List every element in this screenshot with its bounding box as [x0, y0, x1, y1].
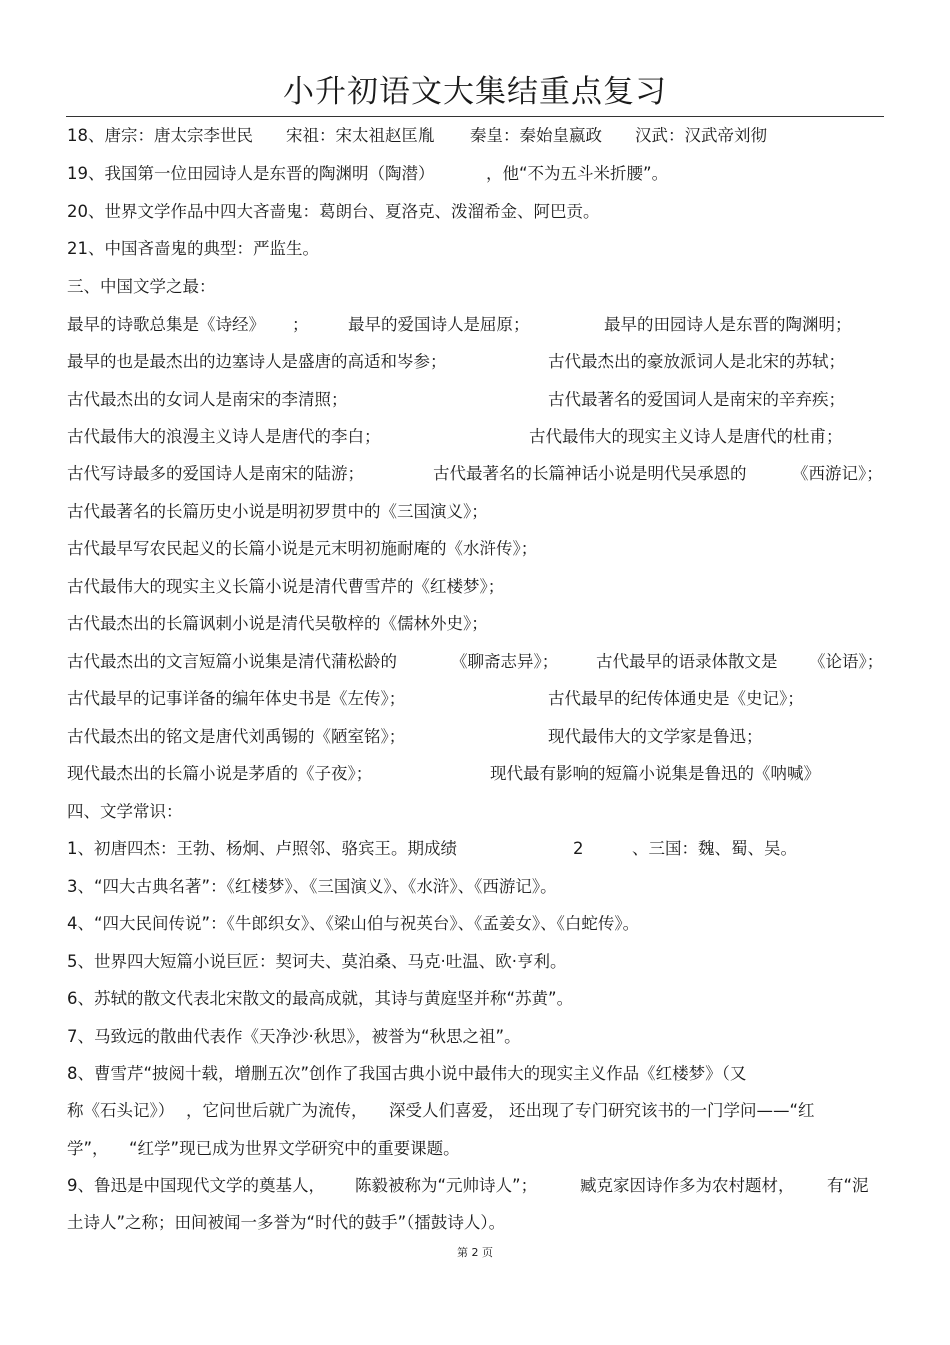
line-seg: 学”， [67, 1139, 109, 1158]
line-seg: 9、鲁迅是中国现代文学的奠基人， [67, 1176, 325, 1195]
text-line-most-7: 古代最早写农民起义的长篇小说是元末明初施耐庵的《水浒传》； [67, 539, 538, 558]
line-seg: 《聊斋志异》； [451, 652, 559, 671]
line-seg: 古代最伟大的现实主义诗人是唐代的杜甫； [529, 427, 843, 446]
line-seg: 最早的也是最杰出的边塞诗人是盛唐的高适和岑参； [67, 352, 447, 371]
section-heading-4: 四、文学常识： [67, 802, 183, 821]
line-seg: 19、我国第一位田园诗人是东晋的陶渊明（陶潜） [67, 164, 435, 183]
page-title: 小升初语文大集结重点复习 [283, 74, 667, 110]
line-seg: 汉武：汉武帝刘彻 [635, 126, 767, 145]
line-seg: 古代写诗最多的爱国诗人是南宋的陆游； [67, 464, 364, 483]
text-line-k5: 5、世界四大短篇小说巨匠：契诃夫、莫泊桑、马克·吐温、欧·亨利。 [67, 952, 567, 971]
line-seg: 1、初唐四杰：王勃、杨炯、卢照邻、骆宾王。期成绩 [67, 839, 457, 858]
line-seg: 陈毅被称为“元帅诗人”； [355, 1176, 538, 1195]
line-seg: 称《石头记》） [67, 1101, 175, 1120]
page-number: 第 2 页 [457, 1246, 493, 1259]
line-seg: 18、唐宗：唐太宗李世民 [67, 126, 253, 145]
line-seg: 古代最早的记事详备的编年体史书是《左传》； [67, 689, 406, 708]
line-seg: ，他“不为五斗米折腰”。 [486, 164, 669, 183]
text-line-most-8: 古代最伟大的现实主义长篇小说是清代曹雪芹的《红楼梦》； [67, 577, 505, 596]
title-underline [66, 116, 884, 117]
line-seg: 宋祖：宋太祖赵匡胤 [286, 126, 435, 145]
line-seg: 古代最杰出的铭文是唐代刘禹锡的《陋室铭》； [67, 727, 406, 746]
line-seg: ； [292, 315, 309, 334]
line-seg: 现代最有影响的短篇小说集是鲁迅的《呐喊》 [490, 764, 820, 783]
line-seg: 还出现了专门研究该书的一门学问——“红 [509, 1101, 815, 1120]
line-seg: 有“泥 [827, 1176, 869, 1195]
line-seg: 2 [573, 839, 584, 858]
line-seg: 臧克家因诗作多为农村题材， [580, 1176, 795, 1195]
text-line-21: 21、中国吝啬鬼的典型：严监生。 [67, 239, 319, 258]
line-seg: 现代最伟大的文学家是鲁迅； [548, 727, 763, 746]
text-line-k8: 8、曹雪芹“披阅十载，增删五次”创作了我国古典小说中最伟大的现实主义作品《红楼梦》（又 [67, 1064, 747, 1083]
text-line-most-6: 古代最著名的长篇历史小说是明初罗贯中的《三国演义》； [67, 502, 488, 521]
line-seg: 现代最杰出的长篇小说是茅盾的《子夜》； [67, 764, 373, 783]
line-seg: 、三国：魏、蜀、吴。 [632, 839, 797, 858]
line-seg: 古代最早的纪传体通史是《史记》； [548, 689, 804, 708]
line-seg: 最早的诗歌总集是《诗经》 [67, 315, 265, 334]
line-seg: 古代最伟大的浪漫主义诗人是唐代的李白； [67, 427, 381, 446]
line-seg: 古代最著名的爱国词人是南宋的辛弃疾； [548, 390, 845, 409]
text-line-k7: 7、马致远的散曲代表作《天净沙·秋思》，被誉为“秋思之祖”。 [67, 1027, 521, 1046]
line-seg: 古代最杰出的豪放派词人是北宋的苏轼； [548, 352, 845, 371]
text-line-k6: 6、苏轼的散文代表北宋散文的最高成就，其诗与黄庭坚并称“苏黄”。 [67, 989, 574, 1008]
line-seg: 秦皇：秦始皇嬴政 [470, 126, 602, 145]
text-line-k3: 3、“四大古典名著”：《红楼梦》、《三国演义》、《水浒》、《西游记》。 [67, 877, 557, 896]
text-line-20: 20、世界文学作品中四大吝啬鬼：葛朗台、夏洛克、泼溜希金、阿巴贡。 [67, 202, 600, 221]
text-line-k4: 4、“四大民间传说”：《牛郎织女》、《梁山伯与祝英台》、《孟姜女》、《白蛇传》。 [67, 914, 640, 933]
line-seg: 古代最杰出的文言短篇小说集是清代蒲松龄的 [67, 652, 397, 671]
line-seg: 古代最杰出的女词人是南宋的李清照； [67, 390, 348, 409]
section-heading-3: 三、中国文学之最： [67, 277, 216, 296]
line-seg: 《西游记》； [792, 464, 883, 483]
line-seg: 最早的爱国诗人是屈原； [348, 315, 530, 334]
text-line-k9-cont: 土诗人”之称；田间被闻一多誉为“时代的鼓手”（擂鼓诗人）。 [67, 1213, 506, 1232]
line-seg: 最早的田园诗人是东晋的陶渊明； [604, 315, 852, 334]
line-seg: 古代最早的语录体散文是 [596, 652, 778, 671]
line-seg: ，它问世后就广为流传， [186, 1101, 368, 1120]
line-seg: 深受人们喜爱， [389, 1101, 505, 1120]
text-line-most-9: 古代最杰出的长篇讽刺小说是清代吴敬梓的《儒林外史》； [67, 614, 488, 633]
line-seg: “红学”现已成为世界文学研究中的重要课题。 [129, 1139, 460, 1158]
line-seg: 古代最著名的长篇神话小说是明代吴承恩的 [433, 464, 747, 483]
line-seg: 《论语》； [809, 652, 884, 671]
